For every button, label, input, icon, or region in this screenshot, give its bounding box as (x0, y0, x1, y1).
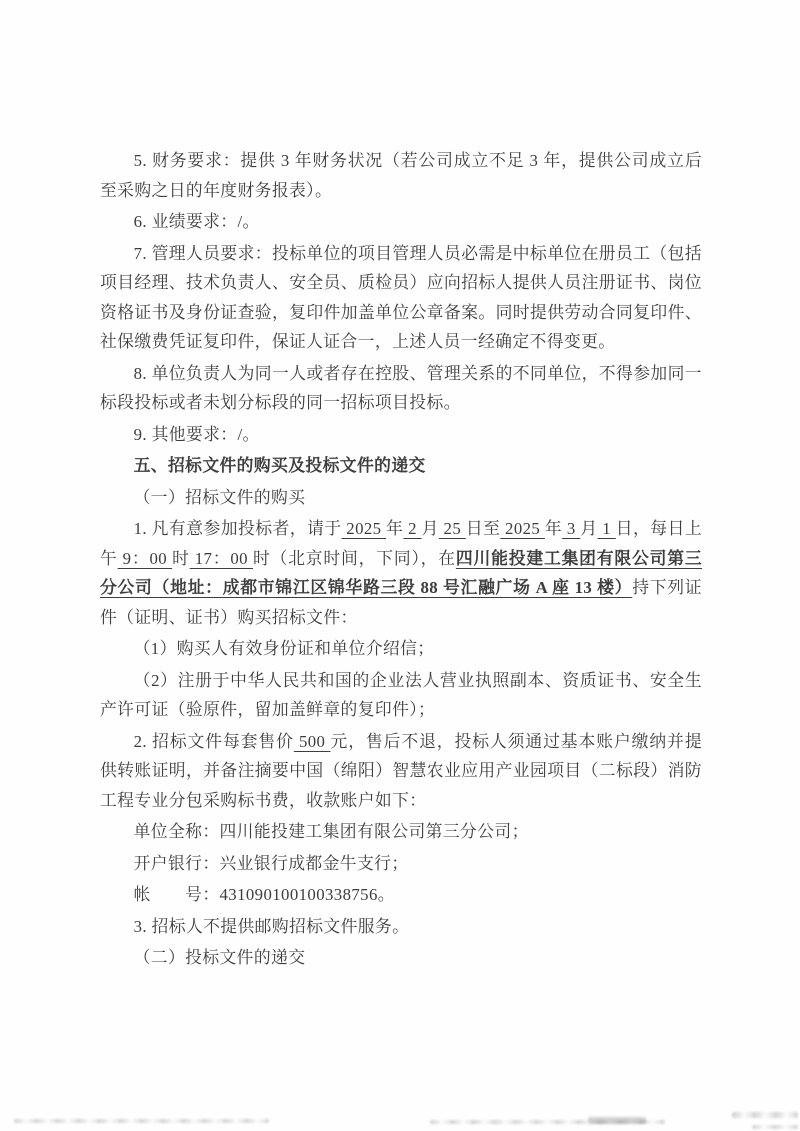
purchase-outro-text: 持下列证件（证明、证书）购买招标文件： (100, 578, 702, 627)
paragraph-management-personnel-requirement: 7. 管理人员要求：投标单位的项目管理人员必需是中标单位在册员工（包括项目经理、技术负责人、安全员、质检员）应向招标人提供人员注册证书、岗位资格证书及身份证查验，复印件加盖单位公章备案。同时提供劳动合同复印件、社保缴费凭证复印件，保证人证合一，上述人员一经确定不得变更。 (100, 243, 702, 351)
paragraph-no-mail-order: 3. 招标人不提供邮购招标文件服务。 (133, 916, 410, 936)
month-label: 月 (421, 519, 439, 538)
daily-label: 日，每日上午 (100, 519, 703, 568)
paragraph-finance-requirement: 5. 财务要求：提供 3 年财务状况（若公司成立不足 3 年，提供公司成立后至采购之日的年度财务报表）。 (100, 151, 702, 200)
date-from-month-value: 2 (403, 519, 422, 538)
account-company-name: 单位全称：四川能投建工集团有限公司第三分公司； (133, 822, 529, 841)
paragraph-performance-requirement: 6. 业绩要求：/。 (133, 212, 260, 231)
paragraph-other-requirements: 9. 其他要求：/。 (133, 424, 260, 444)
account-bank-name: 开户银行：兴业银行成都金牛支行； (133, 853, 409, 873)
company-name-address: 四川能投建工集团有限公司第三分公司（地址：成都市锦江区锦华路三段 88 号汇融广场 A 座 13 楼） (100, 548, 703, 597)
scan-artifact (732, 1112, 798, 1118)
price-post-text: 元，售后不退，投标人须通过基本账户缴纳并提供转账证明，并备注摘要中国（绵阳）智慧农业应用产业园项目（二标段）消防工程专业分包采购标书费，收款账户如下： (100, 731, 702, 810)
year-label: 年 (386, 519, 404, 538)
subsection-submission-heading: （二）投标文件的递交 (133, 948, 306, 967)
scan-artifact (588, 1117, 646, 1124)
list-item-business-license: （2）注册于中华人民共和国的企业法人营业执照副本、资质证书、安全生产许可证（验原件，留加盖鲜章的复印件）； (100, 670, 702, 719)
scan-artifact (14, 1119, 269, 1123)
date-from-day-value: 25 (438, 519, 466, 538)
purchase-intro-text: 1. 凡有意参加投标者，请于 (133, 519, 342, 538)
paragraph-document-price (100, 727, 702, 816)
time-to-value: 17：00 (189, 548, 253, 568)
section-5-heading: 五、招标文件的购买及投标文件的递交 (133, 456, 426, 475)
list-item-id-and-introduction-letter: （1）购买人有效身份证和单位介绍信； (133, 639, 435, 658)
to-label: 日至 (465, 519, 501, 538)
paragraph-purchase-schedule (100, 514, 702, 632)
date-to-day-value: 1 (597, 519, 616, 538)
paragraph-same-controller-restriction: 8. 单位负责人为同一人或者存在控股、管理关系的不同单位，不得参加同一标段投标或者未划分标段的同一招标项目投标。 (100, 363, 702, 412)
date-to-month-value: 3 (562, 519, 581, 538)
time-note-text: 时（北京时间，下同），在 (252, 548, 456, 568)
month-label: 月 (580, 519, 598, 538)
subsection-purchase-heading: （一）招标文件的购买 (133, 487, 306, 507)
price-pre-text: 2. 招标文件每套售价 (133, 731, 294, 751)
price-amount-value: 500 (293, 731, 331, 751)
scan-artifact (752, 1125, 798, 1129)
hour-label: 时 (172, 548, 190, 568)
date-to-year-value: 2025 (500, 519, 545, 538)
time-from-value: 9：00 (117, 548, 173, 568)
account-number: 帐 号：431090100100338756。 (133, 885, 395, 904)
year-label: 年 (544, 519, 563, 538)
date-from-year-value: 2025 (341, 519, 387, 538)
